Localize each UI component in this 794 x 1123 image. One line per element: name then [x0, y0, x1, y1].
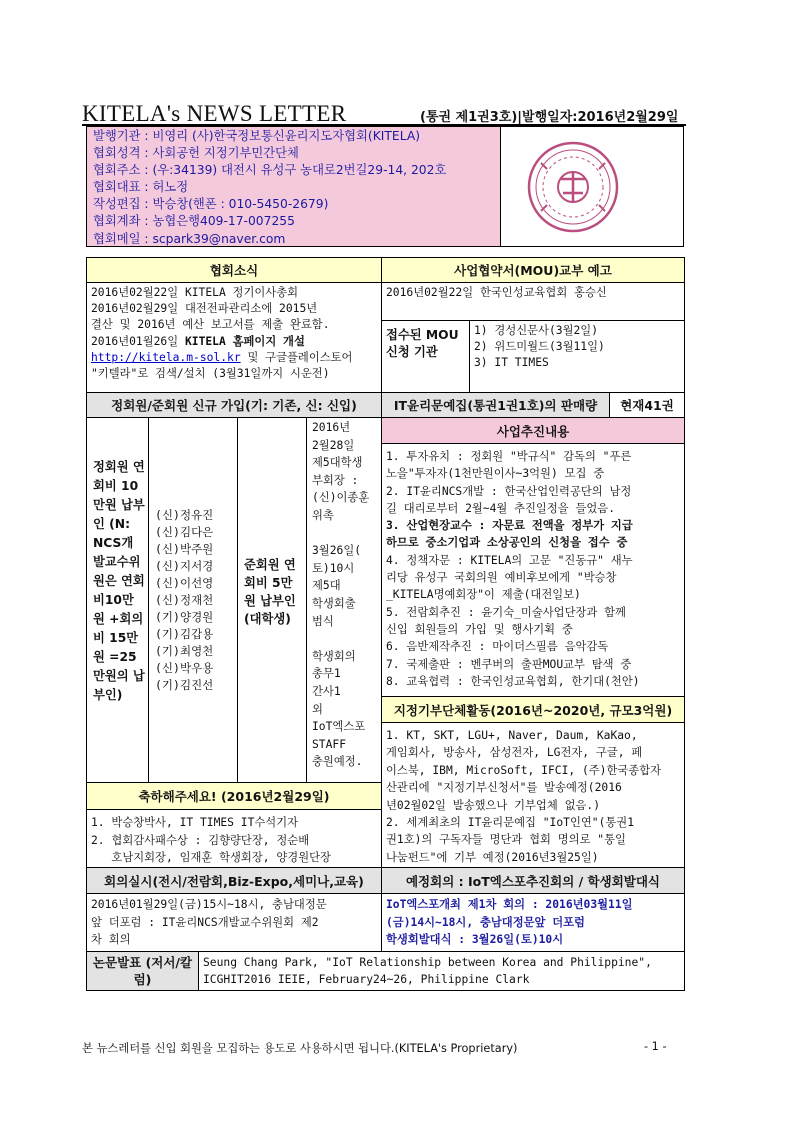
- business-line: 6. 음반제작추진 : 마이더스필름 음악감독: [386, 640, 609, 654]
- donation-line: 산관리에 "지정기부신청서"를 발송예정(2016: [386, 781, 622, 795]
- association-seal-icon: [501, 127, 682, 246]
- donation-line: 2. 세계최초의 IT윤리문예집 "IoT인연"(통권1: [386, 816, 634, 830]
- business-body: [381, 443, 685, 697]
- paper-line: ICGHIT2016 IEIE, February24~26, Philippine Clark: [203, 973, 530, 986]
- business-line: 길 대리로부터 2월~4월 추진일정을 들었음.: [386, 501, 616, 515]
- member-name: (신)박우용: [155, 661, 214, 675]
- news-body: [86, 282, 382, 393]
- note-line: 충원예정.: [312, 755, 363, 769]
- seal-box: [501, 126, 684, 247]
- business-line: 7. 국제출판 : 벤쿠버의 출판MOU교부 탐색 중: [386, 657, 632, 671]
- business-header: 사업추진내용: [381, 417, 685, 444]
- footer-note: 본 뉴스레터를 신입 회원을 모집하는 용도로 사용하시면 됩니다.(KITELA's Proprietary): [82, 1042, 518, 1055]
- meetings-body: [86, 893, 382, 952]
- note-line: 학생회출: [312, 596, 356, 610]
- planned-body: [381, 893, 685, 952]
- business-line: 리당 유성구 국회의원 예비후보에게 "박승창: [386, 571, 617, 585]
- congrats-header: 축하해주세요! (2016년2월29일): [86, 782, 382, 810]
- mou-header: 사업협약서(MOU)교부 예고: [381, 257, 685, 283]
- meeting-line: 차 회의: [91, 933, 131, 946]
- member-name: (신)정유진: [155, 508, 214, 522]
- note-spacer: [312, 630, 381, 648]
- congrats-line: 호남지회장, 임재훈 학생회장, 양경원단장: [91, 851, 331, 864]
- paper-line: Seung Chang Park, "IoT Relationship between Korea and Philippine",: [203, 956, 652, 969]
- mou-first-line: [381, 282, 685, 321]
- member-name: (신)지서경: [155, 559, 214, 573]
- congrats-body: [86, 809, 382, 868]
- member-name: (신)박주원: [155, 542, 214, 556]
- sales-label: IT윤리문예집(통권1권1호)의 판매량: [381, 392, 610, 418]
- paper-body: [198, 951, 685, 991]
- planned-line: IoT엑스포개최 제1차 회의 : 2016년03월11일: [386, 898, 633, 911]
- info-line: 협회주소 : (우:34139) 대전시 유성구 농대로2번길29-14, 202호: [93, 163, 447, 178]
- note-line: 위촉: [312, 508, 334, 522]
- sales-value: 현재41권: [609, 392, 685, 418]
- business-line: 신입 회원들의 가입 및 행사기획 중: [386, 622, 573, 636]
- business-line: 3. 산업현장교수 : 자문료 전액을 정부가 지급: [386, 519, 633, 533]
- note-line: 2016년: [312, 421, 351, 434]
- note-line: 2월28일: [312, 438, 355, 452]
- full-member-label: 정회원 연회비 10만원 납부인 (N: NCS개발교수위원은 연회비10만원 +회의비 15만원 =25만원의 납부인): [86, 417, 149, 783]
- business-line: 2. IT윤리NCS개발 : 한국산업인력공단의 남정: [386, 484, 632, 498]
- info-line: 작성편집 : 박승창(핸폰 : 010-5450-2679): [93, 197, 329, 212]
- donation-header: 지정기부단체활동(2016년~2020년, 규모3억원): [381, 696, 685, 723]
- note-spacer: [312, 525, 381, 543]
- donation-body: [381, 722, 685, 868]
- note-line: 간사1: [312, 684, 341, 698]
- business-line: 하므로 중소기업과 소상공인의 신청을 접수 중: [386, 536, 628, 550]
- publisher-info-box: [86, 126, 501, 247]
- note-line: 부회장 :: [312, 473, 359, 487]
- business-line: 5. 전람회추진 : 윤기숙_미술사업단장과 함께: [386, 605, 626, 619]
- info-line: 발행기관 : 비영리 (사)한국정보통신윤리지도자협회(KITELA): [93, 129, 421, 143]
- mou-item: 2) 위드미월드(3월11일): [474, 340, 605, 354]
- page-number: - 1 -: [644, 1040, 667, 1053]
- planned-line: 학생회발대식 : 3월26일(토)10시: [386, 933, 564, 946]
- meeting-line: 앞 더포럼 : IT윤리NCS개발교수위원회 제2: [91, 915, 319, 929]
- donation-line: 게임회사, 방송사, 삼성전자, LG전자, 구글, 페: [386, 746, 643, 760]
- business-line: 노을"투자자(1천만원이사~3억원) 모집 중: [386, 467, 605, 481]
- note-line: 학생회의: [312, 649, 356, 663]
- mou-label: 접수된 MOU신청 기관: [381, 320, 470, 393]
- donation-line: 권1호)의 구독자들 명단과 협회 명의로 "통일: [386, 833, 626, 847]
- associate-member-label: 준회원 연회비 5만원 납부인 (대학생): [237, 417, 307, 783]
- member-name: (신)이선영: [155, 576, 214, 590]
- info-line: 협회메일 : scpark39@naver.com: [93, 231, 286, 246]
- congrats-line: 2. 협회감사패수상 : 김향량단장, 정순배: [91, 833, 310, 847]
- business-line: 4. 정책자문 : KITELA의 고문 "진동규" 새누: [386, 553, 633, 567]
- donation-line: 1. KT, SKT, LGU+, Naver, Daum, KaKao,: [386, 729, 638, 742]
- business-line: _KITELA명예회장"이 제출(대전일보): [386, 588, 581, 602]
- meeting-line: 2016년01월29일(금)15시~18시, 충남대정문: [91, 898, 327, 911]
- member-name: (기)김진선: [155, 678, 214, 692]
- issue-info: (통권 제1권3호)|발행일자:2016년2월29일: [420, 110, 679, 125]
- mou-item: 3) IT TIMES: [474, 356, 549, 370]
- mou-line: 2016년02월22일 한국인성교육협회 홍승신: [386, 286, 607, 299]
- note-line: 3월26일(: [312, 544, 362, 558]
- note-line: (신)이종훈: [312, 491, 370, 505]
- note-line: 제5대학생: [312, 456, 363, 470]
- donation-line: 이스북, IBM, MicroSoft, IFCI, (주)한국종합자: [386, 763, 662, 777]
- news-date: 2016년01월26일: [91, 334, 179, 348]
- note-line: 제5대: [312, 579, 341, 593]
- news-line: 결산 및 2016년 예산 보고서를 제출 완료함.: [91, 318, 330, 332]
- homepage-notice: KITELA 홈페이지 개설: [184, 334, 305, 348]
- member-name: (신)김다은: [155, 525, 214, 539]
- info-line: 협회대표 : 허노정: [93, 180, 189, 195]
- homepage-link[interactable]: http://kitela.m-sol.kr: [91, 350, 241, 364]
- mou-list: [469, 320, 685, 393]
- newsletter-title: KITELA's NEWS LETTER: [82, 101, 347, 126]
- meetings-header: 회의실시(전시/전람회,Biz-Expo,세미나,교육): [86, 867, 382, 894]
- congrats-line: 1. 박승창박사, IT TIMES IT수석기자: [91, 816, 299, 829]
- news-header: 협회소식: [86, 257, 382, 283]
- donation-line: 년02월02일 발송했으나 기부업체 없음.): [386, 798, 600, 812]
- news-line: 2016년02월22일 KITELA 정기이사총회: [91, 286, 299, 299]
- business-line: 1. 투자유치 : 정회원 "박규식" 감독의 "푸른: [386, 450, 632, 463]
- associate-notes: [306, 417, 382, 783]
- paper-label: 논문발표 (저서/칼럼): [86, 951, 199, 991]
- note-line: 토)10시: [312, 561, 355, 575]
- news-line: 2016년02월29일 대전전파관리소에 2015년: [91, 302, 318, 316]
- note-line: 외: [312, 702, 323, 716]
- planned-header: 예정회의 : IoT엑스포추진회의 / 학생회발대식: [381, 867, 685, 894]
- member-name: (기)김갑용: [155, 627, 214, 641]
- member-name: (기)양경원: [155, 610, 214, 624]
- news-line: 및 구글플레이스토어: [247, 350, 353, 364]
- note-line: STAFF: [312, 737, 347, 751]
- donation-line: 나눔펀드"에 기부 예정(2016년3월25일): [386, 850, 599, 864]
- member-name: (신)정재천: [155, 593, 214, 607]
- news-line: "키텔라"로 검색/설치 (3월31일까지 시운전): [91, 367, 330, 381]
- note-line: 총무1: [312, 667, 341, 681]
- info-line: 협회계좌 : 농협은행409-17-007255: [93, 214, 295, 229]
- info-line: 협회성격 : 사회공헌 지정기부민간단체: [93, 146, 299, 161]
- full-member-names: [148, 417, 238, 783]
- planned-line: (금)14시~18시, 충남대정문앞 더포럼: [386, 915, 585, 929]
- business-line: 8. 교육협력 : 한국인성교육협회, 한기대(천안): [386, 674, 640, 688]
- note-line: IoT엑스포: [312, 720, 366, 734]
- note-line: 범식: [312, 614, 334, 628]
- member-name: (기)최영천: [155, 644, 214, 658]
- mou-item: 1) 경성신문사(3월2일): [474, 324, 598, 337]
- members-header: 정회원/준회원 신규 가입(기: 기존, 신: 신입): [86, 392, 382, 418]
